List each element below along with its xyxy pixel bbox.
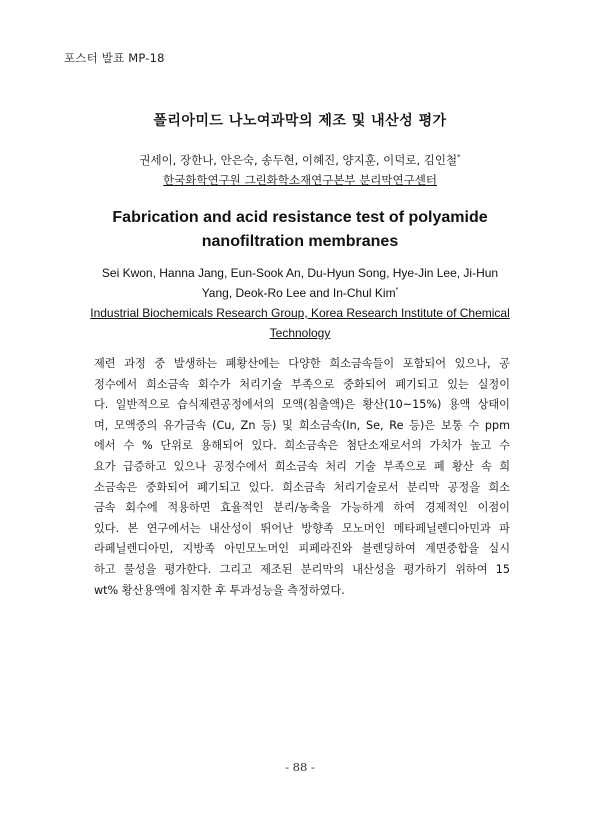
korean-corresponding-mark: * (457, 153, 461, 162)
abstract-line: wt% 황산용액에 침지한 후 투과성능을 측정하였다. (94, 583, 345, 597)
abstract-line: 있다. 본 연구에서는 내산성이 뛰어난 방향족 모노머인 메타페닐렌디아민과 파 (94, 521, 510, 535)
page-number: - 88 - (285, 760, 315, 774)
english-authors-line-2-wrap (60, 283, 540, 303)
korean-author-list: 권세이, 장한나, 안은숙, 송두현, 이혜진, 양지훈, 이덕로, 김인철 (139, 153, 458, 167)
abstract-line: 하고 물성을 평가한다. 그리고 제조된 분리막의 내산성을 평가하기 위하여 15 (94, 562, 510, 576)
english-title-line-1: Fabrication and acid resistance test of polyamide (112, 209, 488, 226)
abstract-body (94, 354, 510, 601)
poster-session-label: 포스터 발표 MP-18 (64, 51, 165, 65)
english-authors (60, 263, 540, 303)
english-title (100, 206, 500, 254)
abstract-line: 제련 과정 중 발생하는 폐황산에는 다양한 희소금속들이 포함되어 있으나, 공 (94, 357, 510, 370)
korean-affiliation-text: 한국화학연구원 그린화학소재연구본부 분리막연구센터 (163, 173, 437, 187)
korean-title: 폴리아미드 나노여과막의 제조 및 내산성 평가 (153, 113, 447, 129)
abstract-line: 에서 수 % 단위로 용해되어 있다. 희소금속은 첨단소재로서의 가치가 높고 수 (94, 439, 510, 453)
abstract-line: 다. 일반적으로 습식제련공정에서의 모액(침출액)은 황산(10~15%) 용액 상태이 (94, 398, 510, 412)
english-corresponding-mark: * (395, 287, 399, 294)
abstract-line: 금속 회수에 적용하면 효율적인 분리/농축을 가능하게 하여 경제적인 이점이 (94, 501, 510, 515)
abstract-line: 정수에서 희소금속 회수가 처리기술 부족으로 중화되어 폐기되고 있는 실정이 (94, 377, 510, 391)
abstract-line: 소금속은 중화되어 폐기되고 있다. 희소금속 처리기술로서 분리막 공정을 희소 (94, 480, 510, 494)
abstract-line: 라페닐렌디아민, 지방족 아민모노머인 피페라진와 블렌딩하여 계면중합을 실시 (94, 542, 510, 556)
korean-affiliation (0, 172, 600, 188)
abstract-line: 며, 모액중의 유가금속 (Cu, Zn 등) 및 희소금속(In, Se, Re 등)은 보통 수 ppm (94, 418, 510, 432)
english-affiliation-line-1: Industrial Biochemicals Research Group, Korea Research Institute of Chemical (90, 306, 510, 320)
abstract-line: 요가 급증하고 있으나 공정수에서 희소금속 처리 기술 부족으로 폐 황산 속 희 (94, 459, 510, 473)
english-affiliation-line-2: Technology (269, 326, 331, 340)
english-authors-line-2: Yang, Deok-Ro Lee and In-Chul Kim (201, 286, 396, 300)
english-title-line-2: nanofiltration membranes (201, 233, 399, 250)
english-authors-line-1: Sei Kwon, Hanna Jang, Eun-Sook An, Du-Hyun Song, Hye-Jin Lee, Ji-Hun (101, 266, 499, 280)
korean-authors (0, 152, 600, 168)
english-affiliation (80, 303, 520, 343)
